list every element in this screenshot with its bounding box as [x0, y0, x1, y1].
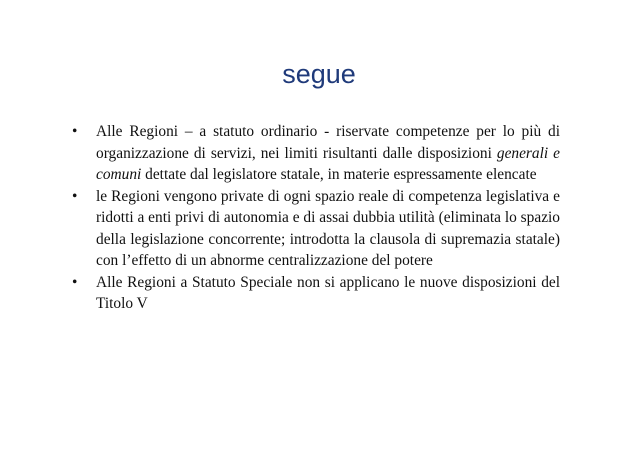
bullet-item-1	[72, 121, 560, 186]
bullet-text-3: Alle Regioni a Statuto Speciale non si applicano le nuove disposizioni del Titolo V	[96, 273, 560, 312]
bullet-dot-icon: •	[72, 123, 78, 140]
bullet-item-3	[72, 272, 560, 315]
bullet-text-1-start: Alle Regioni – a statuto ordinario - riservate competenze per lo più di organizzazione di servizi, nei limiti risultanti dalle disposizioni	[96, 123, 560, 162]
bullet-text-1-italic: generali e comuni	[96, 144, 560, 183]
bullet-dot-icon: •	[72, 187, 78, 205]
slide-title: segue	[282, 59, 356, 89]
bullet-list	[72, 121, 560, 315]
bullet-dot-icon: •	[72, 273, 78, 291]
bullet-item-2	[72, 186, 560, 272]
bullet-text-1-end: dettate dal legislatore statale, in materie espressamente elencate	[141, 166, 537, 183]
bullet-text-2: le Regioni vengono private di ogni spazio reale di competenza legislativa e ridotti a enti privi di autonomia e di assai dubbia utilità (eliminata lo spazio della legislazione concorrente; introdotta la clausola di supremazia statale) con l’effetto di un abnorme centralizzazione del potere	[96, 187, 560, 269]
